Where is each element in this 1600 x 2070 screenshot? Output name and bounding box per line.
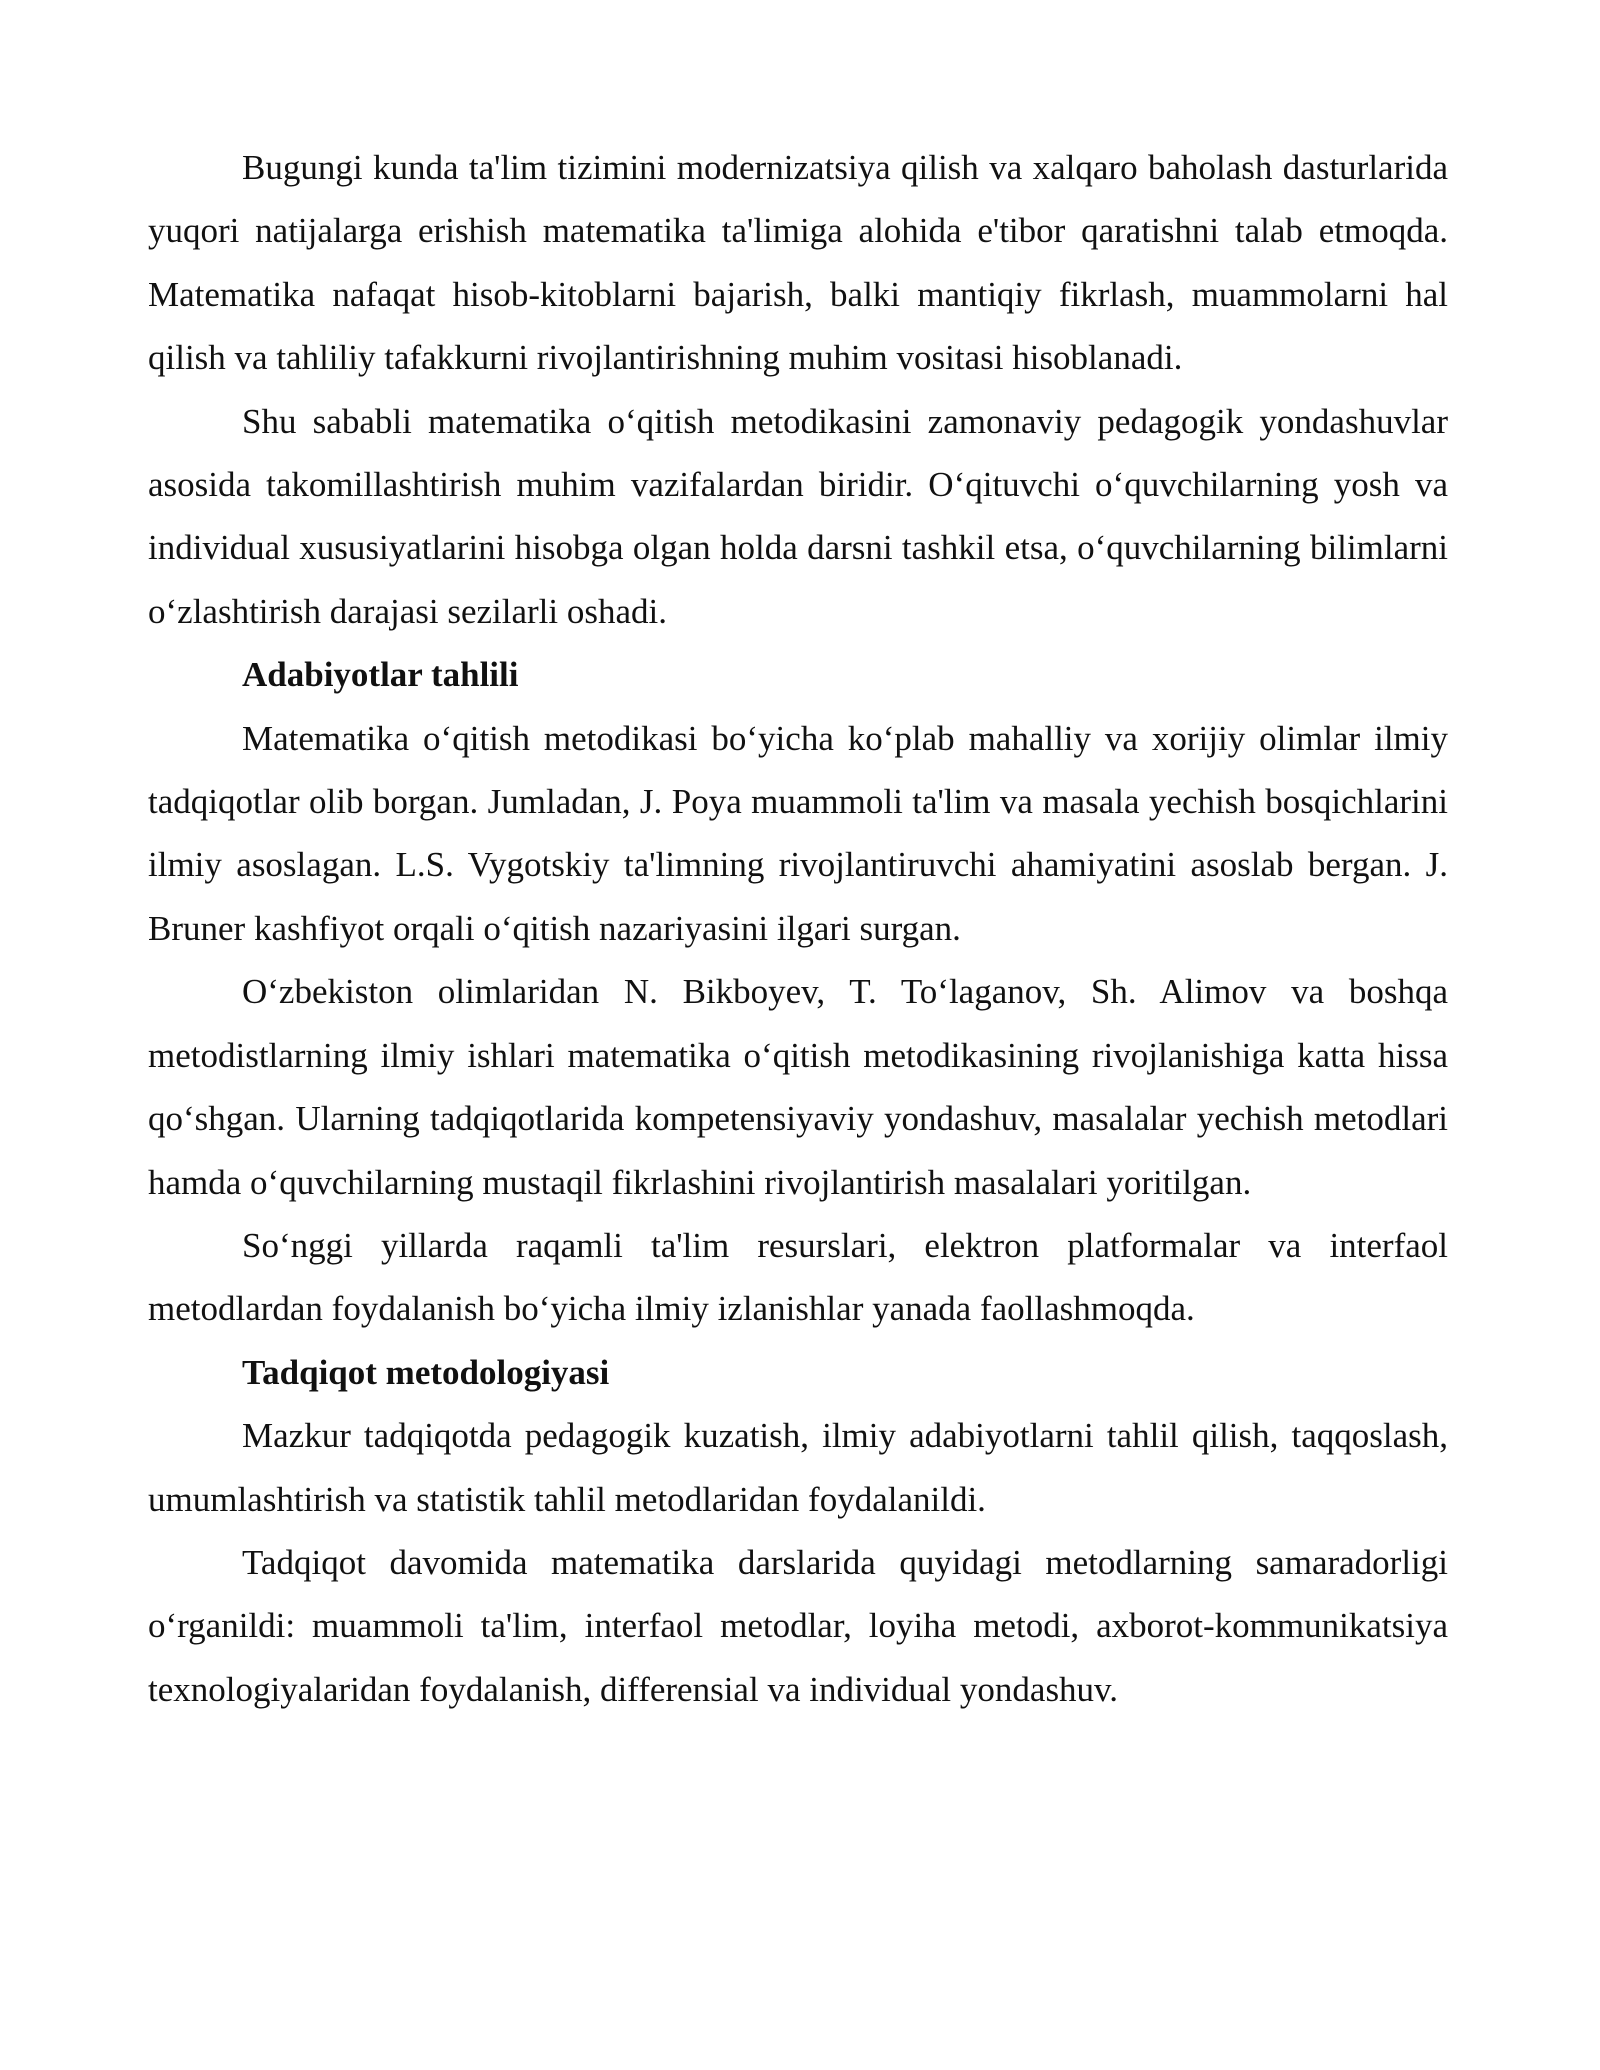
paragraph-uzbek-scholars: O‘zbekiston olimlaridan N. Bikboyev, T. To‘laganov, Sh. Alimov va boshqa metodistlarning ilmiy ishlari matematika o‘qitish metodikasining rivojlanishiga katta hissa qo‘shgan. Ularning tadqiqotlarida kompetensiyaviy yondashuv, masalalar yechish metodlari hamda o‘quvchilarning mustaqil fikrlashini rivojlantirish masalalari yoritilgan. [148, 972, 1448, 1202]
paragraph-digital-resources: So‘nggi yillarda raqamli ta'lim resurslari, elektron platformalar va interfaol metodlardan foydalanish bo‘yicha ilmiy izlanishlar yanada faollashmoqda. [148, 1225, 1448, 1329]
document-page [148, 136, 1448, 1721]
paragraph-foreign-scholars: Matematika o‘qitish metodikasi bo‘yicha ko‘plab mahalliy va xorijiy olimlar ilmiy tadqiqotlar olib borgan. Jumladan, J. Poya muammoli ta'lim va masala yechish bosqichlarini ilmiy asoslagan. L.S. Vygotskiy ta'limning rivojlantiruvchi ahamiyatini asoslab bergan. J. Bruner kashfiyot orqali o‘qitish nazariyasini ilgari surgan. [148, 718, 1448, 948]
paragraph-research-methods: Mazkur tadqiqotda pedagogik kuzatish, ilmiy adabiyotlarni tahlil qilish, taqqoslash, umumlashtirish va statistik tahlil metodlaridan foydalanildi. [148, 1416, 1448, 1519]
section-heading-literature: Adabiyotlar tahlili [242, 655, 519, 695]
paragraph-intro: Bugungi kunda ta'lim tizimini modernizatsiya qilish va xalqaro baholash dasturlarida yuqori natijalarga erishish matematika ta'limiga alohida e'tibor qaratishni talab etmoqda. Matematika nafaqat hisob-kitoblarni bajarish, balki mantiqiy fikrlash, muammolarni hal qilish va tahliliy tafakkurni rivojlantirishning muhim vositasi hisoblanadi. [148, 148, 1448, 378]
section-heading-methodology: Tadqiqot metodologiyasi [242, 1352, 610, 1392]
paragraph-methodology-importance: Shu sababli matematika o‘qitish metodikasini zamonaviy pedagogik yondashuvlar asosida takomillashtirish muhim vazifalardan biridir. O‘qituvchi o‘quvchilarning yosh va individual xususiyatlarini hisobga olgan holda darsni tashkil etsa, o‘quvchilarning bilimlarni o‘zlashtirish darajasi sezilarli oshadi. [148, 401, 1448, 631]
paragraph-studied-methods: Tadqiqot davomida matematika darslarida quyidagi metodlarning samaradorligi o‘rganildi: muammoli ta'lim, interfaol metodlar, loyiha metodi, axborot-kommunikatsiya texnologiyalaridan foydalanish, differensial va individual yondashuv. [148, 1542, 1448, 1709]
